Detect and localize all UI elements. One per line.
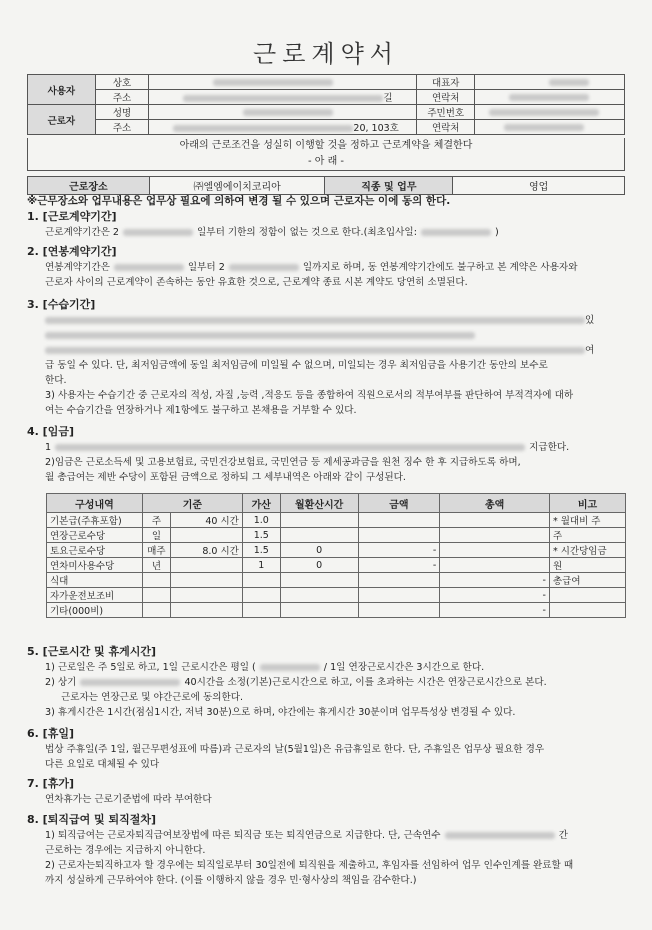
job-value: 영업 [453, 177, 625, 195]
employee-name-value [149, 105, 417, 120]
wage-addition: 1 [242, 558, 280, 573]
section-3-line6: 여는 수습기간을 연장하거나 제1항에도 불구하고 본채용을 거부할 수 있다. [45, 405, 357, 416]
wage-addition [242, 603, 280, 618]
resident-id-value [475, 105, 625, 120]
section-4 [27, 424, 625, 485]
wage-hours [280, 588, 358, 603]
section-1-text: 근로계약기간은 2 일부터 기한의 정함이 없는 것으로 한다.(최초입사일: ) [45, 227, 499, 238]
wage-hours [280, 603, 358, 618]
section-1-title: 1. [근로계약기간] [27, 210, 117, 223]
wage-note: 원 [549, 558, 625, 573]
wage-header-hours: 월환산시간 [280, 494, 358, 513]
section-6-title: 6. [휴일] [27, 727, 74, 740]
wage-header-item: 구성내역 [47, 494, 143, 513]
section-3 [27, 297, 625, 418]
wage-item-name: 기본급(주휴포함) [47, 513, 143, 528]
employee-label: 근로자 [28, 105, 96, 135]
section-2-line1: 연봉계약기간은 일부터 2 일까지로 하며, 동 연봉계약기간에도 불구하고 본 계약은 사용자와 [45, 262, 578, 273]
wage-total [440, 558, 550, 573]
employee-address-label: 주소 [95, 120, 149, 135]
wage-total: - [440, 603, 550, 618]
wage-hours: 0 [280, 558, 358, 573]
wage-header-note: 비고 [549, 494, 625, 513]
section-8 [27, 812, 625, 888]
wage-hours [280, 528, 358, 543]
wage-amount: - [358, 558, 440, 573]
section-3-blurred-3: 여 [27, 343, 625, 358]
representative-label: 대표자 [417, 75, 475, 90]
section-5-line1: 1) 근로일은 주 5일로 하고, 1일 근로시간은 평일 ( / 1일 연장근로시간은 3시간으로 한다. [45, 662, 485, 673]
workplace-value: ㈜엘엠에이치코리아 [149, 177, 325, 195]
section-5-line4: 3) 휴게시간은 1시간(점심1시간, 저녁 30분)으로 하며, 야간에는 휴게시간 30분이며 업무특성상 변경될 수 있다. [45, 707, 516, 718]
wage-standard [170, 603, 242, 618]
wage-header-basis: 기준 [142, 494, 242, 513]
document-title: 근로계약서 [253, 40, 399, 68]
wage-total [440, 543, 550, 558]
wage-item-name: 토요근로수당 [47, 543, 143, 558]
wage-item-name: 식대 [47, 573, 143, 588]
employee-name-label: 성명 [95, 105, 149, 120]
workplace-label: 근로장소 [28, 177, 150, 195]
wage-note: 총급여 [549, 573, 625, 588]
party-table [27, 74, 625, 135]
employer-label: 사용자 [28, 75, 96, 105]
employee-address-tail: 20, 103호 [353, 123, 399, 134]
section-8-title: 8. [퇴직급여 및 퇴직절차] [27, 813, 157, 826]
wage-standard [170, 558, 242, 573]
wage-body [47, 513, 626, 618]
section-1 [27, 209, 625, 240]
wage-row [47, 573, 626, 588]
address-tail: 길 [383, 93, 393, 104]
company-contact-label: 연락처 [417, 90, 475, 105]
employee-address-value [149, 120, 417, 135]
section-3-blurred-1: 있 [27, 313, 625, 328]
section-6 [27, 726, 625, 772]
wage-total [440, 513, 550, 528]
wage-note [549, 588, 625, 603]
wage-total [440, 528, 550, 543]
section-4-title: 4. [임금] [27, 425, 74, 438]
section-5-line3: 근로자는 연장근로 및 야간근로에 동의한다. [61, 692, 244, 703]
wage-standard [170, 588, 242, 603]
wage-row [47, 513, 626, 528]
wage-note: * 시간당임금 [549, 543, 625, 558]
wage-hours [280, 513, 358, 528]
section-8-line1: 1) 퇴직급여는 근로자퇴직급여보장법에 따른 퇴직금 또는 퇴직연금으로 지급한다. 단, 근속연수 간 [45, 830, 568, 841]
wage-row [47, 558, 626, 573]
section-3-title: 3. [수습기간] [27, 298, 96, 311]
intro-box [27, 138, 625, 171]
section-7-line1: 연차휴가는 근로기준법에 따라 부여한다 [45, 794, 212, 805]
section-7 [27, 776, 625, 807]
wage-hours: 0 [280, 543, 358, 558]
wage-header-addition: 가산 [242, 494, 280, 513]
wage-addition [242, 588, 280, 603]
wage-addition [242, 573, 280, 588]
section-5-line2: 2) 상기 40시간을 소정(기본)근로시간으로 하고, 이를 초과하는 시간은 연장근로시간으로 본다. [45, 677, 547, 688]
wage-addition: 1.5 [242, 543, 280, 558]
wage-table [46, 493, 626, 618]
wage-standard [170, 528, 242, 543]
wage-header-amount: 금액 [358, 494, 440, 513]
wage-total: - [440, 588, 550, 603]
section-6-line2: 다른 요일로 대체될 수 있다 [45, 759, 160, 770]
wage-amount [358, 513, 440, 528]
wage-unit: 일 [142, 528, 170, 543]
wage-unit: 년 [142, 558, 170, 573]
wage-standard: 8.0 시간 [170, 543, 242, 558]
section-2-title: 2. [연봉계약기간] [27, 245, 117, 258]
wage-note: 주 [549, 528, 625, 543]
wage-standard: 40 시간 [170, 513, 242, 528]
company-address-value [149, 90, 417, 105]
wage-row [47, 588, 626, 603]
wage-addition: 1.5 [242, 528, 280, 543]
section-8-line4: 까지 성실하게 근무하여야 한다. (이를 이행하지 않을 경우 민·형사상의 책임을 감수한다.) [45, 875, 417, 886]
wage-row [47, 603, 626, 618]
section-3-line4: 한다. [45, 375, 67, 386]
wage-amount: - [358, 543, 440, 558]
wage-hours [280, 573, 358, 588]
intro-below: - 아 래 - [307, 156, 345, 167]
company-name-value [149, 75, 417, 90]
section-6-line1: 법상 주휴일(주 1일, 월근무편성표에 따름)과 근로자의 날(5월1일)은 유급휴일로 한다. 단, 주휴일은 업무상 필요한 경우 [45, 744, 545, 755]
section-2-line2: 근로자 사이의 근로계약이 존속하는 동안 유효한 것으로, 근로계약 종료 시본 계약도 당연히 소멸된다. [45, 277, 468, 288]
wage-amount [358, 528, 440, 543]
company-name-label: 상호 [95, 75, 149, 90]
wage-note: * 월대비 주 [549, 513, 625, 528]
section-2 [27, 244, 625, 290]
notice-text: ※근무장소와 업무내용은 업무상 필요에 의하여 변경 될 수 있으며 근로자는 이에 동의 한다. [27, 195, 451, 207]
section-3-line5: 3) 사용자는 수습기간 중 근로자의 적성, 자질 ,능력 ,적응도 등을 종합하여 직원으로서의 적부여부를 판단하여 부적격자에 대하 [45, 390, 574, 401]
notice [27, 193, 625, 209]
section-3-line3: 급 동일 수 있다. 단, 최저임금액에 동일 최저임금에 미일될 수 없으며, 미일되는 경우 최저임금을 사용기간 동안의 보수로 [45, 360, 548, 371]
section-4-line3: 월 총급여는 제반 수당이 포함된 금액으로 정하되 그 세부내역은 아래와 같이 구성된다. [45, 472, 406, 483]
section-4-line1: 1 지급한다. [45, 442, 570, 453]
wage-unit: 매주 [142, 543, 170, 558]
employee-contact-value [475, 120, 625, 135]
wage-item-name: 기타(000비) [47, 603, 143, 618]
job-label: 직종 및 업무 [325, 177, 453, 195]
wage-total: - [440, 573, 550, 588]
company-address-label: 주소 [95, 90, 149, 105]
wage-row [47, 528, 626, 543]
wage-row [47, 543, 626, 558]
intro-line: 아래의 근로조건을 성실히 이행할 것을 정하고 근로계약을 체결한다 [179, 140, 473, 151]
section-4-line2: 2)임금은 근로소득세 및 고용보험료, 국민건강보험료, 국민연금 등 제세공과금을 원천 징수 한 후 지급하도록 하며, [45, 457, 521, 468]
section-8-line3: 2) 근로자는퇴직하고자 할 경우에는 퇴직일로부터 30일전에 퇴직원을 제출하고, 후임자를 선임하여 업무 인수인계를 완료할 때 [45, 860, 574, 871]
section-8-line2: 근로하는 경우에는 지급하지 아니한다. [45, 845, 206, 856]
wage-item-name: 자가운전보조비 [47, 588, 143, 603]
wage-unit [142, 603, 170, 618]
wage-unit [142, 588, 170, 603]
wage-unit [142, 573, 170, 588]
section-3-blurred-2 [27, 328, 625, 343]
wage-standard [170, 573, 242, 588]
company-contact-value [475, 90, 625, 105]
section-5 [27, 644, 625, 720]
employee-contact-label: 연락처 [417, 120, 475, 135]
wage-header-total: 총액 [440, 494, 550, 513]
wage-item-name: 연차미사용수당 [47, 558, 143, 573]
section-5-title: 5. [근로시간 및 휴게시간] [27, 645, 157, 658]
resident-id-label: 주민번호 [417, 105, 475, 120]
wage-addition: 1.0 [242, 513, 280, 528]
wage-note [549, 603, 625, 618]
representative-value [475, 75, 625, 90]
wage-amount [358, 603, 440, 618]
section-7-title: 7. [휴가] [27, 777, 74, 790]
wage-item-name: 연장근로수당 [47, 528, 143, 543]
wage-unit: 주 [142, 513, 170, 528]
wage-amount [358, 573, 440, 588]
wage-amount [358, 588, 440, 603]
